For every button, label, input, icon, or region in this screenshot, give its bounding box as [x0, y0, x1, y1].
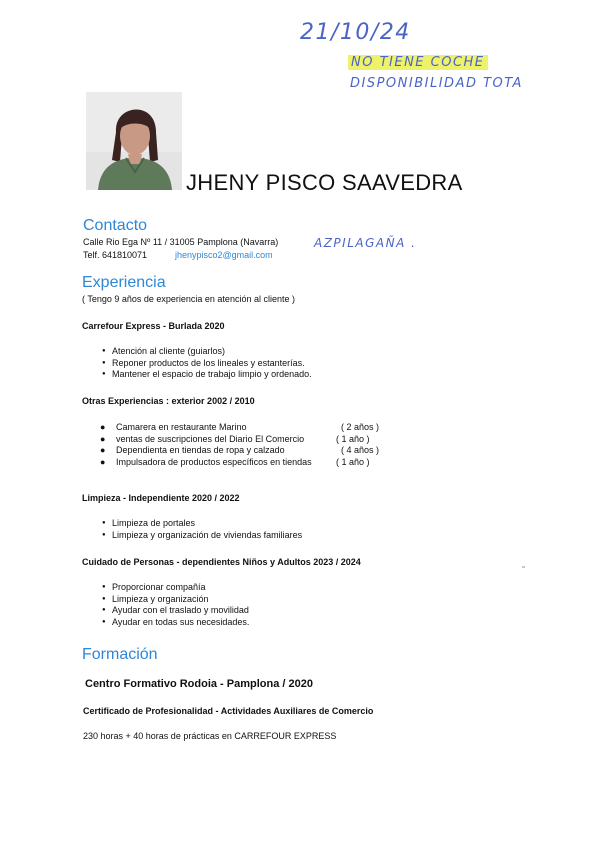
job-description: Impulsadora de productos específicos en tiendas [116, 456, 312, 467]
table-row [100, 457, 400, 469]
table-row [100, 434, 400, 446]
list-item: ● Limpieza y organización [102, 594, 249, 606]
job-duration: ( 1 año ) [336, 456, 370, 467]
handwritten-date: 21/10/24 [300, 20, 411, 45]
handwritten-note-no-car-text: NO TIENE COCHE [348, 55, 488, 70]
job-description: Camarera en restaurante Marino [116, 422, 247, 432]
bullet: ● [100, 433, 106, 444]
contact-address: Calle Rio Ega Nº 11 / 31005 Pamplona (Navarra) [83, 237, 279, 247]
job-heading-cleaning: Limpieza - Independiente 2020 / 2022 [82, 493, 240, 503]
table-row [100, 445, 400, 457]
job-cleaning-bullets [102, 518, 302, 541]
job-heading-care: Cuidado de Personas - dependientes Niños y Adultos 2023 / 2024 [82, 557, 361, 567]
education-center: Centro Formativo Rodoia - Pamplona / 2020 [85, 678, 313, 690]
job-care-bullets [102, 582, 249, 628]
contact-email[interactable]: jhenypisco2@gmail.com [175, 250, 273, 260]
job-duration: ( 2 años ) [341, 422, 380, 432]
handwritten-note-availability: DISPONIBILIDAD TOTA [350, 76, 523, 91]
bullet: ● [100, 456, 106, 467]
experience-section-title: Experiencia [82, 274, 166, 291]
table-row [100, 422, 400, 434]
bullet: ● [100, 445, 106, 455]
list-item: ● Ayudar con el traslado y movilidad [102, 605, 249, 617]
job-duration: ( 4 años ) [341, 445, 380, 455]
contact-phone: Telf. 641810071 [83, 250, 148, 260]
job-description: ventas de suscripciones del Diario El Comercio [116, 433, 305, 444]
experience-summary: ( Tengo 9 años de experiencia en atención al cliente ) [82, 294, 295, 304]
list-item: ● Proporcionar compañía [102, 582, 249, 594]
list-item: ● Ayudar en todas sus necesidades. [102, 617, 249, 629]
profile-photo-image [86, 92, 182, 190]
handwritten-address-note: AZPILAGAÑA . [314, 236, 417, 250]
list-item: ● Atención al cliente (guiarlos) [102, 346, 312, 358]
education-hours: 230 horas + 40 horas de prácticas en CARREFOUR EXPRESS [83, 731, 337, 741]
handwritten-note-no-car [348, 55, 488, 70]
job-duration: ( 1 año ) [336, 433, 370, 444]
candidate-name: JHENY PISCO SAAVEDRA [186, 170, 463, 195]
contact-section-title: Contacto [83, 217, 148, 234]
bullet: ● [100, 422, 106, 432]
list-item: ● Limpieza de portales [102, 518, 302, 530]
education-certificate: Certificado de Profesionalidad - Actividades Auxiliares de Comercio [83, 706, 374, 716]
education-section-title: Formación [82, 646, 158, 663]
job-heading-other: Otras Experiencias : exterior 2002 / 2010 [82, 396, 255, 406]
job-other-rows [100, 422, 400, 470]
list-item: ● Mantener el espacio de trabajo limpio y ordenado. [102, 369, 312, 381]
list-item: ● Reponer productos de los lineales y estanterías. [102, 358, 312, 370]
job-carrefour-bullets [102, 346, 312, 381]
list-item: ● Limpieza y organización de viviendas familiares [102, 530, 302, 542]
profile-photo [86, 92, 182, 190]
job-heading-carrefour: Carrefour Express - Burlada 2020 [82, 321, 225, 331]
job-description: Dependienta en tiendas de ropa y calzado [116, 445, 285, 455]
scan-speck [522, 566, 525, 568]
